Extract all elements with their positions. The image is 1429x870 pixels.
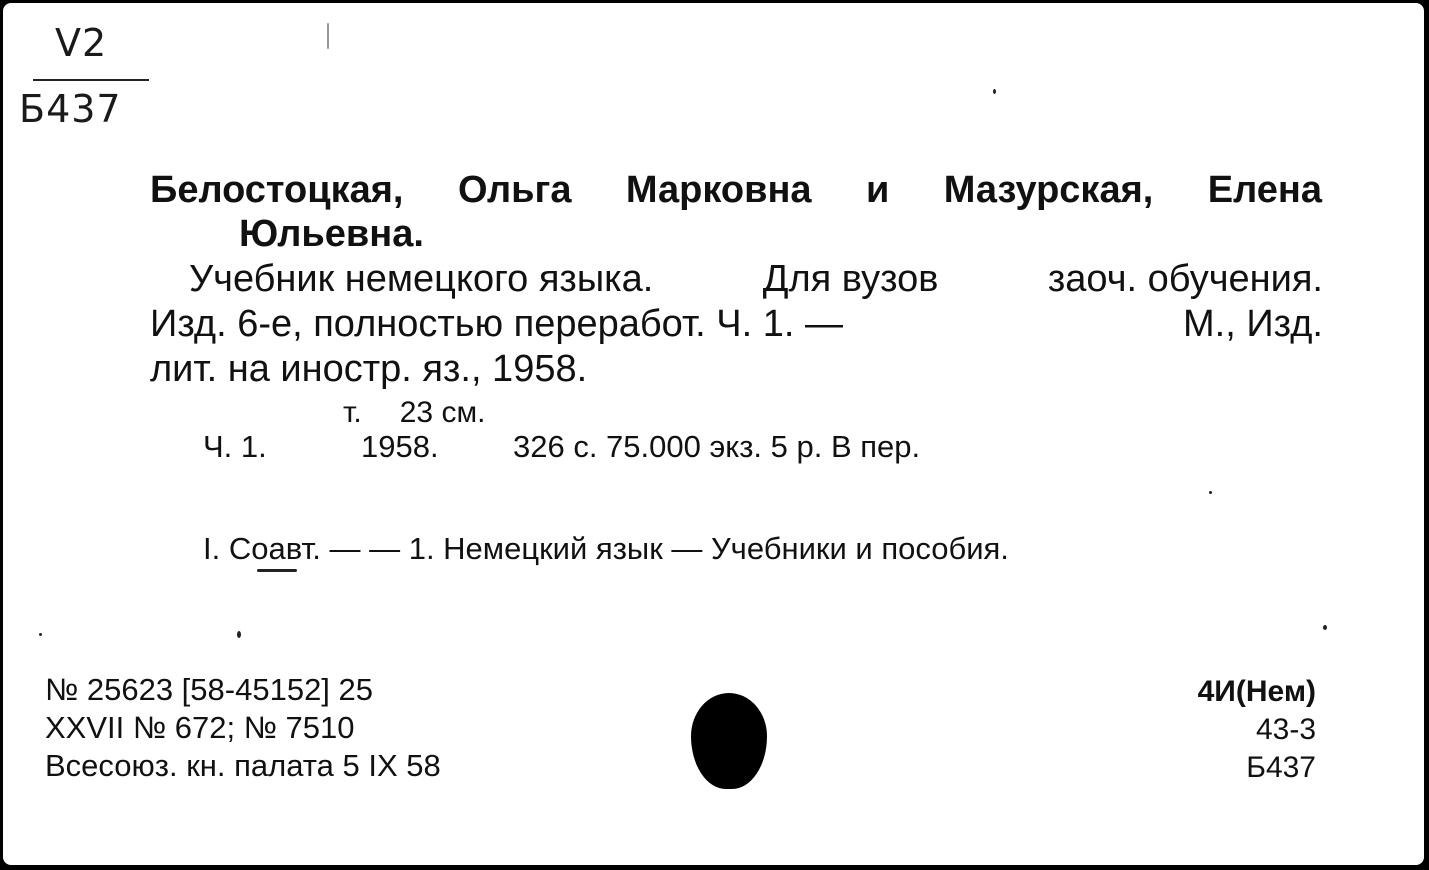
author-word: Марковна — [625, 169, 812, 211]
title-line-1 — [189, 258, 1323, 301]
classification-code: 43-3 — [1255, 713, 1316, 746]
footer-left-line: Всесоюз. кн. палата 5 IX 58 — [45, 748, 441, 783]
title-segment: Для вузов — [762, 258, 939, 300]
ink-speck — [1209, 491, 1212, 494]
author-line-1 — [150, 169, 1322, 212]
size-value: 23 см. — [399, 396, 486, 429]
footer-left-line: № 25623 [58-45152] 25 — [45, 672, 374, 707]
footer-left-line: XXVII № 672; № 7510 — [45, 710, 355, 745]
part-year: 1958. — [361, 429, 439, 464]
author-word: и — [865, 169, 890, 211]
title-segment: Учебник немецкого языка. — [189, 258, 654, 300]
author-word: Ольга — [457, 169, 572, 211]
author-word: Елена — [1207, 169, 1322, 211]
card-footer-left — [45, 671, 441, 785]
scan-mark — [327, 23, 329, 49]
title-segment: Изд. 6-е, полностью переработ. Ч. 1. — — [150, 303, 843, 345]
author-mark: Б437 — [1246, 751, 1316, 784]
title-segment: М., Изд. — [1183, 303, 1323, 345]
shelf-mark-top: V2 — [55, 21, 108, 65]
part-details: 326 с. 75.000 экз. 5 р. В пер. — [513, 429, 921, 464]
part-label: Ч. 1. — [203, 429, 267, 464]
tracing-line: I. Соавт. — — 1. Немецкий язык — Учебники и пособия. — [203, 531, 1009, 566]
handwritten-underline — [257, 569, 297, 572]
volume-abbrev: т. — [343, 396, 362, 429]
author-word: Мазурская, — [943, 169, 1154, 211]
ink-speck — [993, 89, 996, 94]
title-segment: заоч. обучения. — [1047, 258, 1323, 300]
catalog-card — [3, 3, 1424, 865]
physical-description-1 — [343, 396, 523, 430]
ink-speck — [1323, 625, 1327, 630]
author-line-2: Юльевна. — [239, 213, 424, 255]
shelf-mark-bottom: Б437 — [19, 87, 122, 131]
shelf-mark-divider — [33, 79, 149, 81]
card-footer-right — [1198, 673, 1316, 787]
title-line-2 — [150, 303, 1323, 346]
title-line-3: лит. на иностр. яз., 1958. — [150, 348, 588, 390]
physical-description-2 — [203, 429, 920, 465]
ink-speck — [237, 631, 241, 638]
card-punch-hole — [691, 693, 767, 789]
ink-speck — [39, 633, 42, 636]
classification-index: 4И(Нем) — [1197, 675, 1316, 708]
author-word: Белостоцкая, — [150, 169, 404, 211]
